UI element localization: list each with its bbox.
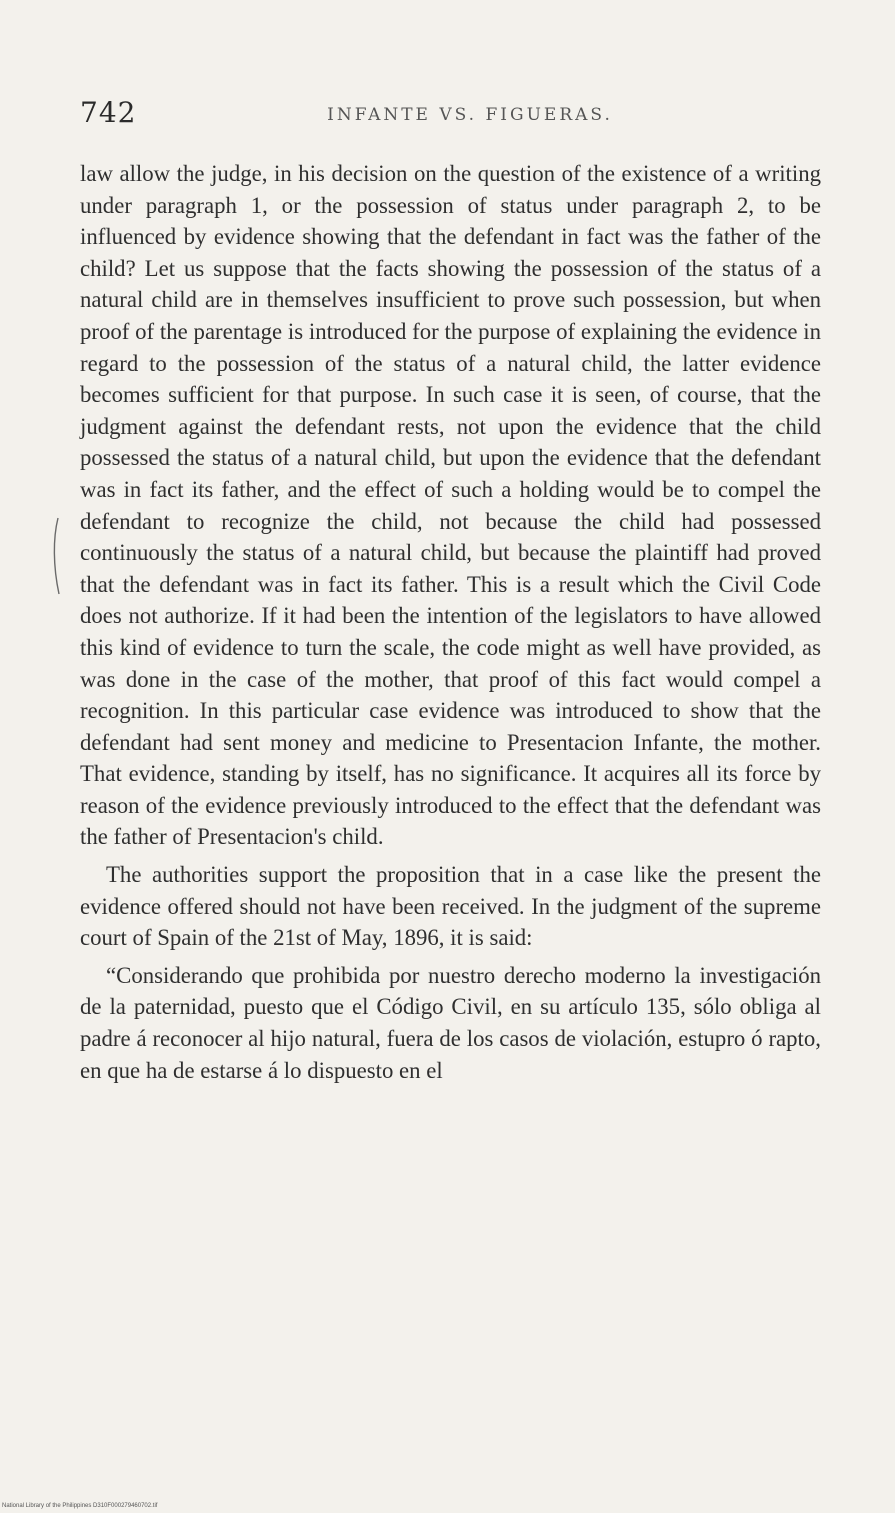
scan-footer-note: National Library of the Philippines D310F000279460702.tif <box>2 1503 158 1509</box>
paragraph-continued: law allow the judge, in his decision on the question of the existence of a writing under paragraph 1, or the possession of status under paragraph 2, to be influenced by evidence showing that the defendant in fact was the father of the child? Let us suppose that the facts showing the possession of the status of a natural child are in themselves insufficient to prove such possession, but when proof of the parentage is introduced for the purpose of explaining the evidence in regard to the possession of the status of a natural child, the latter evidence becomes sufficient for that purpose. In such case it is seen, of course, that the judgment against the defendant rests, not upon the evidence that the child possessed the status of a natural child, but upon the evidence that the defendant was in fact its father, and the effect of such a holding would be to compel the defendant to recognize the child, not because the child had possessed continuously the status of a natural child, but because the plaintiff had proved that the defendant was in fact its father. This is a result which the Civil Code does not authorize. If it had been the intention of the legislators to have allowed this kind of evidence to turn the scale, the code might as well have provided, as was done in the case of the mother, that proof of this fact would compel a recognition. In this particular case evidence was introduced to show that the defendant had sent money and medicine to Presentacion Infante, the mother. That evidence, standing by itself, has no significance. It acquires all its force by reason of the evidence previously introduced to the effect that the defendant was the father of Presentacion's child. <box>80 161 821 850</box>
paragraph-spanish-quote: “Considerando que prohibida por nuestro derecho moderno la investigación de la paternidad, puesto que el Código Civil, en su artículo 135, sólo obliga al padre á reconocer al hijo natural, fuera de los casos de violación, estupro ó rapto, en que ha de estarse á lo dispuesto en el <box>80 962 821 1083</box>
page-header <box>80 96 820 136</box>
page-number: 742 <box>80 96 137 129</box>
paragraph-authorities: The authorities support the proposition that in a case like the present the evidence offered should not have been received. In the judgment of the supreme court of Spain of the 21st of May, 1896, it is said: <box>80 862 821 951</box>
body-text <box>80 158 821 1086</box>
running-head: INFANTE VS. FIGUERAS. <box>327 105 613 125</box>
margin-pencil-mark <box>50 516 62 596</box>
